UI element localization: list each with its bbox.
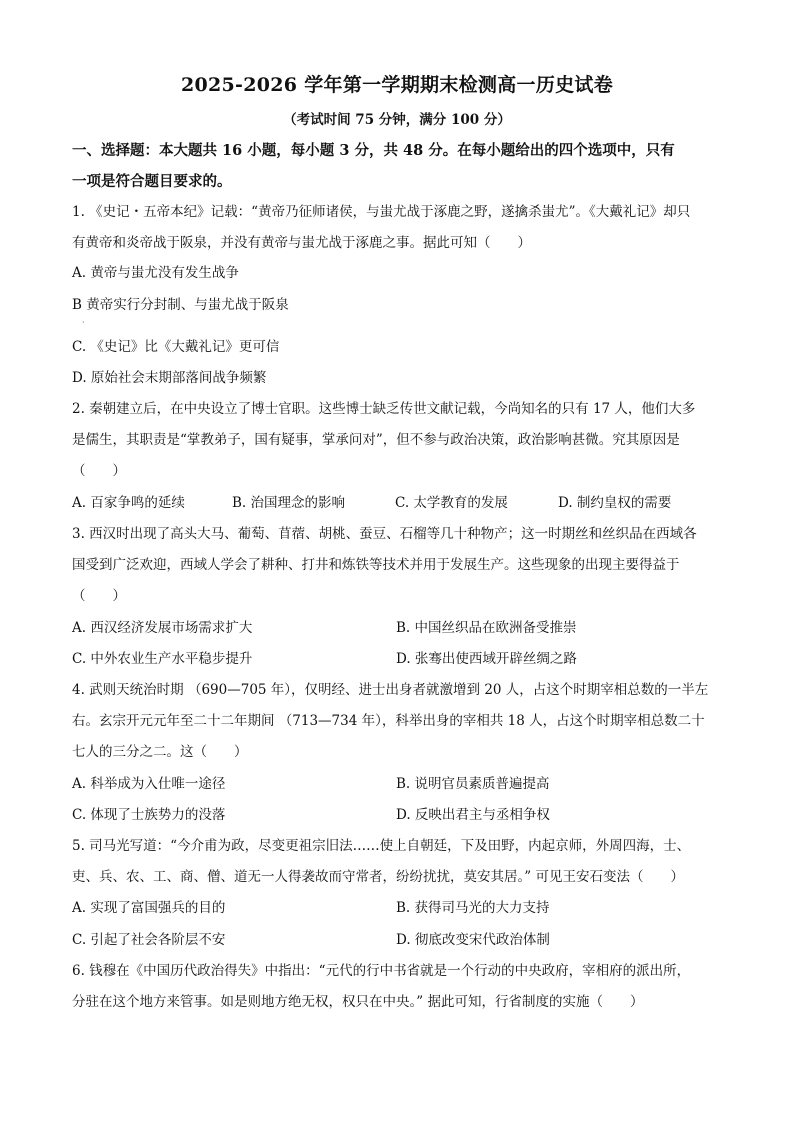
exam-subtitle: （考试时间 75 分钟，满分 100 分）	[283, 112, 511, 128]
question-4-option-b: B. 说明官员素质普遍提高	[396, 776, 550, 792]
exam-title: 2025-2026 学年第一学期期末检测高一历史试卷	[180, 74, 614, 96]
question-2-option-d: D. 制约皇权的需要	[558, 495, 672, 511]
question-2-option-b: B. 治国理念的影响	[232, 495, 346, 511]
question-1-option-a: A. 黄帝与蚩尤没有发生战争	[72, 265, 239, 281]
question-4-option-c: C. 体现了士族势力的没落	[72, 807, 226, 823]
question-3-option-d: D. 张骞出使西域开辟丝绸之路	[396, 651, 577, 667]
question-5-option-a: A. 实现了富国强兵的目的	[72, 900, 226, 916]
question-2-stem-line3: （ ）	[72, 463, 126, 479]
question-1-stem-line1: 1. 《史记・五帝本纪》记载：“黄帝乃征师诸侯，与蚩尤战于涿鹿之野，遂擒杀蚩尤”。《大戴礼记》却只	[72, 204, 691, 220]
question-2-option-c: C. 太学教育的发展	[395, 495, 508, 511]
question-6-stem-line2: 分驻在这个地方来管事。如是则地方绝无权，权只在中央。” 据此可知，行省制度的实施（ ）	[72, 994, 644, 1010]
question-4-stem-line3: 七人的三分之二。这（ ）	[72, 744, 248, 760]
question-3-stem-line2: 国受到广泛欢迎，西域人学会了耕种、打井和炼铁等技术并用于发展生产。这些现象的出现主要得益于	[72, 557, 680, 573]
question-1-stem-line2: 有黄帝和炎帝战于阪泉，并没有黄帝与蚩尤战于涿鹿之事。据此可知（ ）	[72, 235, 531, 251]
question-3-option-c: C. 中外农业生产水平稳步提升	[72, 651, 253, 667]
question-2-option-a: A. 百家争鸣的延续	[72, 495, 185, 511]
question-2-stem-line2: 是儒生，其职责是“掌教弟子，国有疑事，掌承问对”，但不参与政治决策，政治影响甚微。究其原因是	[72, 432, 680, 448]
question-2-stem-line1: 2. 秦朝建立后，在中央设立了博士官职。这些博士缺乏传世文献记载，今尚知名的只有 17 人，他们大多	[72, 401, 696, 417]
question-1-option-c: C. 《史记》比《大戴礼记》更可信	[72, 339, 280, 355]
question-5-stem-line1: 5. 司马光写道：“今介甫为政，尽变更祖宗旧法……使上自朝廷，下及田野，内起京师，外周四海，士、	[72, 838, 691, 854]
question-6-stem-line1: 6. 钱穆在《中国历代政治得失》中指出：“元代的行中书省就是一个行动的中央政府，宰相府的派出所，	[72, 963, 691, 979]
question-3-stem-line1: 3. 西汉时出现了高头大马、葡萄、苜蓿、胡桃、蚕豆、石榴等几十种物产；这一时期丝和丝织品在西域各	[72, 526, 697, 542]
question-5-option-d: D. 彻底改变宋代政治体制	[396, 932, 550, 948]
stray-dot-mark: ·	[82, 318, 85, 327]
question-5-option-b: B. 获得司马光的大力支持	[396, 900, 550, 916]
question-3-option-b: B. 中国丝织品在欧洲备受推崇	[396, 620, 577, 636]
question-1-option-b: B 黄帝实行分封制、与蚩尤战于阪泉	[72, 297, 289, 313]
question-4-stem-line1: 4. 武则天统治时期 （690—705 年），仅明经、进士出身者就激增到 20 人，占这个时期宰相总数的一半左	[72, 682, 709, 698]
question-4-stem-line2: 右。玄宗开元元年至二十二年期间 （713—734 年），科举出身的宰相共 18 人，占这个时期宰相总数二十	[72, 713, 705, 729]
question-4-option-d: D. 反映出君主与丞相争权	[396, 807, 550, 823]
section-heading-line2: 一项是符合题目要求的。	[72, 173, 232, 190]
section-heading-line1: 一、选择题：本大题共 16 小题，每小题 3 分，共 48 分。在每小题给出的四个选项中，只有	[72, 142, 675, 159]
question-3-stem-line3: （ ）	[72, 588, 126, 604]
question-5-stem-line2: 吏、兵、农、工、商、僧、道无一人得袭故而守常者，纷纷扰扰，莫安其居。” 可见王安石变法（ ）	[72, 869, 684, 885]
question-3-option-a: A. 西汉经济发展市场需求扩大	[72, 620, 253, 636]
question-5-option-c: C. 引起了社会各阶层不安	[72, 932, 226, 948]
question-4-option-a: A. 科举成为入仕唯一途径	[72, 776, 226, 792]
question-1-option-d: D. 原始社会末期部落间战争频繁	[72, 370, 267, 386]
